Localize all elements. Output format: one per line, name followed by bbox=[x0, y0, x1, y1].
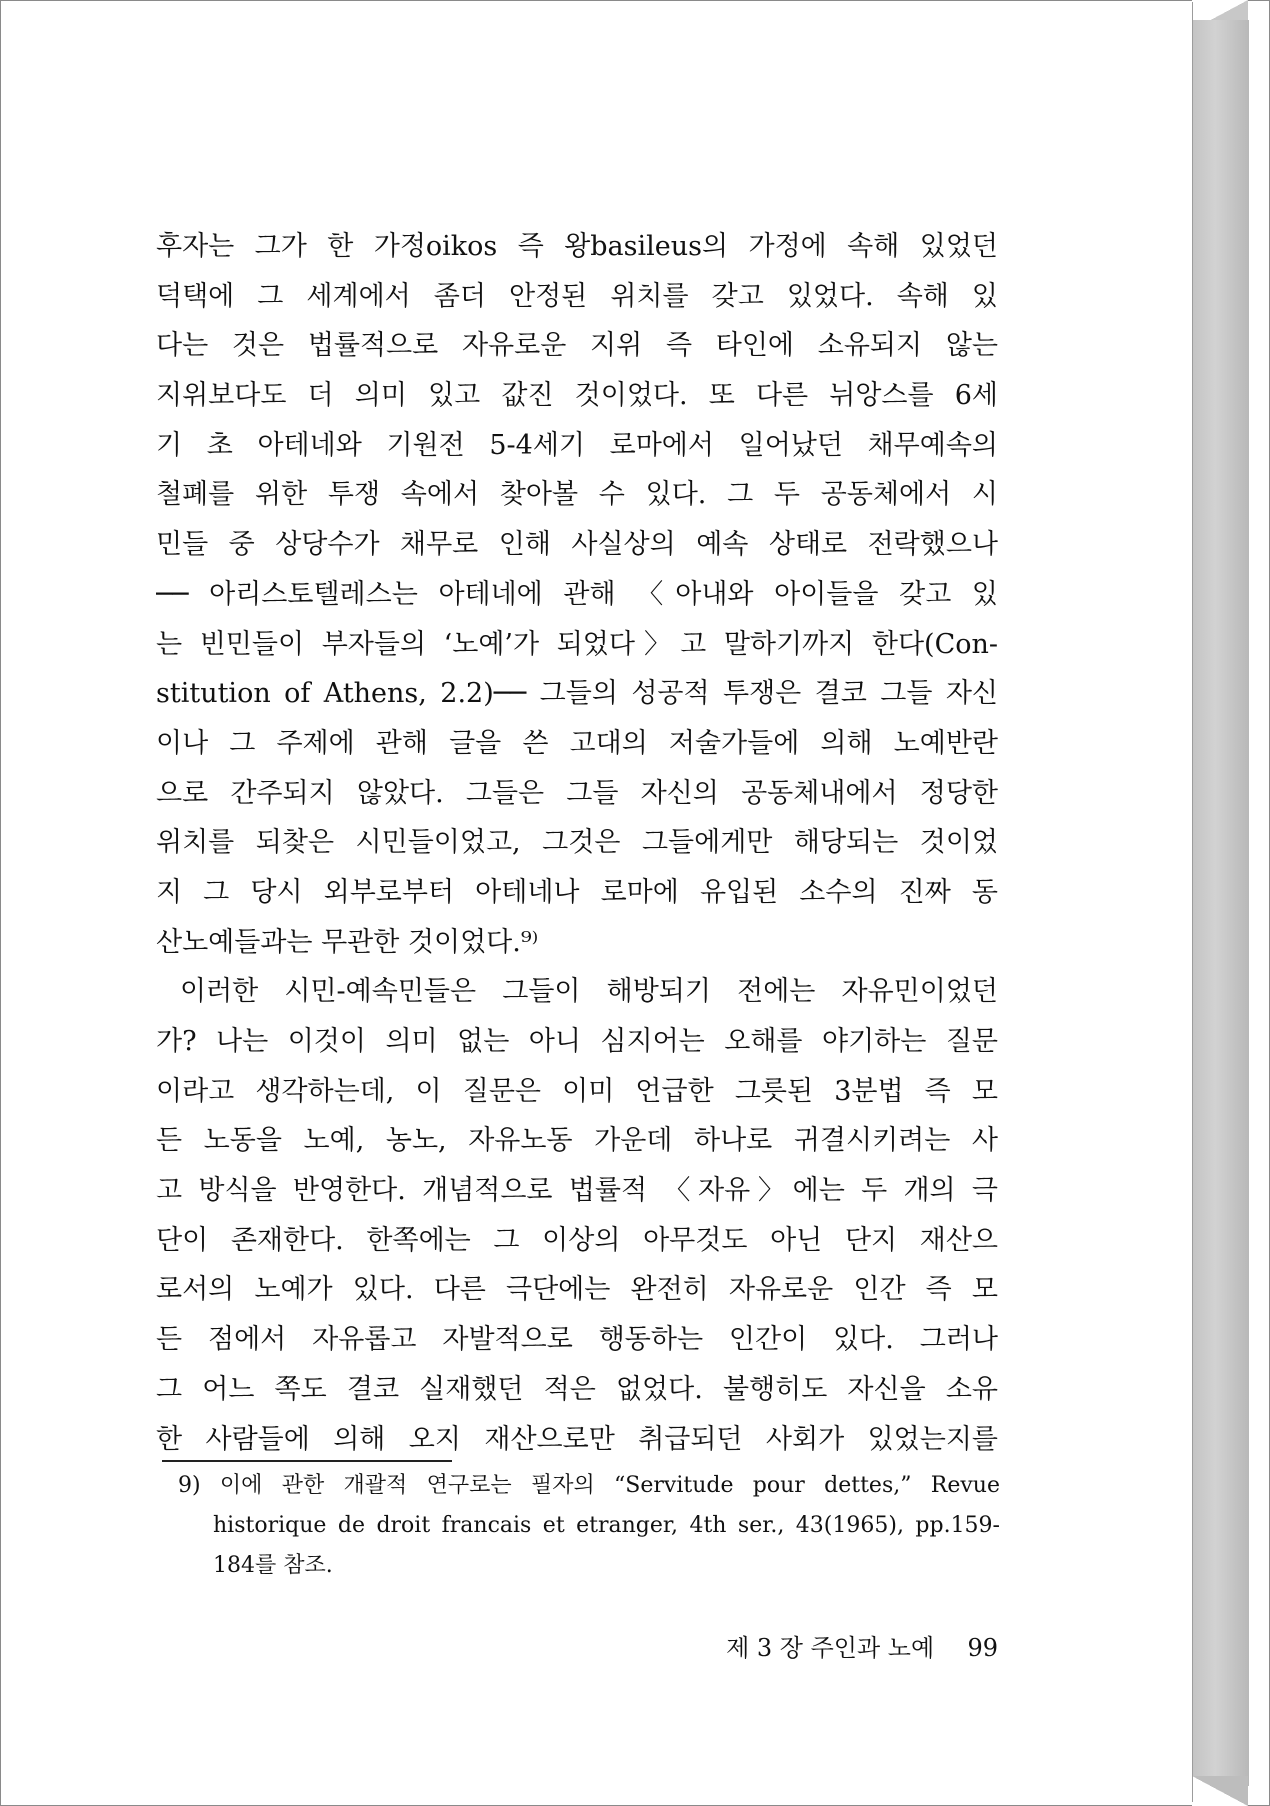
footnote bbox=[178, 1466, 1000, 1586]
text-line: 민들 중 상당수가 채무로 인해 사실상의 예속 상태로 전락했으나 bbox=[156, 529, 998, 561]
text-line: 로서의 노예가 있다. 다른 극단에는 완전히 자유로운 인간 즉 모 bbox=[156, 1274, 998, 1306]
text-line: 한 사람들에 의해 오지 재산으로만 취급되던 사회가 있었는지를 bbox=[156, 1423, 998, 1455]
text-line: 이라고 생각하는데, 이 질문은 이미 언급한 그릇된 3분법 즉 모 bbox=[156, 1075, 998, 1107]
text-line: 덕택에 그 세계에서 좀더 안정된 위치를 갖고 있었다. 속해 있 bbox=[156, 280, 998, 312]
text-line: 철폐를 위한 투쟁 속에서 찾아볼 수 있다. 그 두 공동체에서 시 bbox=[156, 479, 998, 511]
text-line: 단이 존재한다. 한쪽에는 그 이상의 아무것도 아닌 단지 재산으 bbox=[156, 1224, 998, 1256]
text-line: 가? 나는 이것이 의미 없는 아니 심지어는 오해를 야기하는 질문 bbox=[156, 1026, 998, 1057]
page-number: 99 bbox=[967, 1634, 998, 1662]
text-line: 는 빈민들이 부자들의 ‘노예’가 되었다〉고 말하기까지 한다(Con- bbox=[156, 628, 998, 660]
text-line: 든 점에서 자유롭고 자발적으로 행동하는 인간이 있다. 그러나 bbox=[156, 1324, 998, 1356]
running-footer bbox=[700, 1628, 998, 1663]
chapter-title: 제 3 장 주인과 노예 bbox=[726, 1634, 935, 1662]
text-line: 으로 간주되지 않았다. 그들은 그들 자신의 공동체내에서 정당한 bbox=[156, 777, 998, 809]
body-text bbox=[156, 222, 998, 1464]
text-line: 후자는 그가 한 가정oikos 즉 왕basileus의 가정에 속해 있었던 bbox=[156, 231, 998, 262]
text-line: 든 노동을 노예, 농노, 자유노동 가운데 하나로 귀결시키려는 사 bbox=[156, 1125, 998, 1157]
footnote-line: 9) 이에 관한 개괄적 연구로는 필자의 “Servitude pour dettes,” Revue bbox=[178, 1473, 1000, 1498]
page-edge-side bbox=[1192, 20, 1249, 1786]
text-line: 위치를 되찾은 시민들이었고, 그것은 그들에게만 해당되는 것이었 bbox=[156, 827, 998, 859]
text-line: 기 초 아테네와 기원전 5-4세기 로마에서 일어났던 채무예속의 bbox=[156, 429, 998, 461]
footnote-line: historique de droit francais et etranger, 4th ser., 43(1965), pp.159- bbox=[213, 1513, 1000, 1538]
text-line: ── 아리스토텔레스는 아테네에 관해 〈아내와 아이들을 갖고 있 bbox=[156, 578, 998, 610]
text-line: 지위보다도 더 의미 있고 값진 것이었다. 또 다른 뉘앙스를 6세 bbox=[156, 380, 998, 412]
footnote-separator bbox=[162, 1460, 452, 1462]
text-line: 산노예들과는 무관한 것이었다.⁹⁾ bbox=[156, 926, 539, 958]
text-line: 이나 그 주제에 관해 글을 쓴 고대의 저술가들에 의해 노예반란 bbox=[156, 727, 998, 759]
text-line: stitution of Athens, 2.2)── 그들의 성공적 투쟁은 결코 그들 자신 bbox=[156, 678, 998, 710]
paragraph-first-line: 이러한 시민-예속민들은 그들이 해방되기 전에는 자유민이었던 bbox=[180, 976, 998, 1008]
text-line: 그 어느 쪽도 결코 실재했던 적은 없었다. 불행히도 자신을 소유 bbox=[156, 1373, 998, 1405]
page-edge-bottom bbox=[1192, 1776, 1248, 1806]
text-line: 고 방식을 반영한다. 개념적으로 법률적 〈자유〉에는 두 개의 극 bbox=[156, 1175, 998, 1207]
text-line: 지 그 당시 외부로부터 아테네나 로마에 유입된 소수의 진짜 동 bbox=[156, 876, 998, 908]
text-line: 다는 것은 법률적으로 자유로운 지위 즉 타인에 소유되지 않는 bbox=[156, 330, 998, 362]
footnote-line: 184를 참조. bbox=[213, 1553, 333, 1578]
